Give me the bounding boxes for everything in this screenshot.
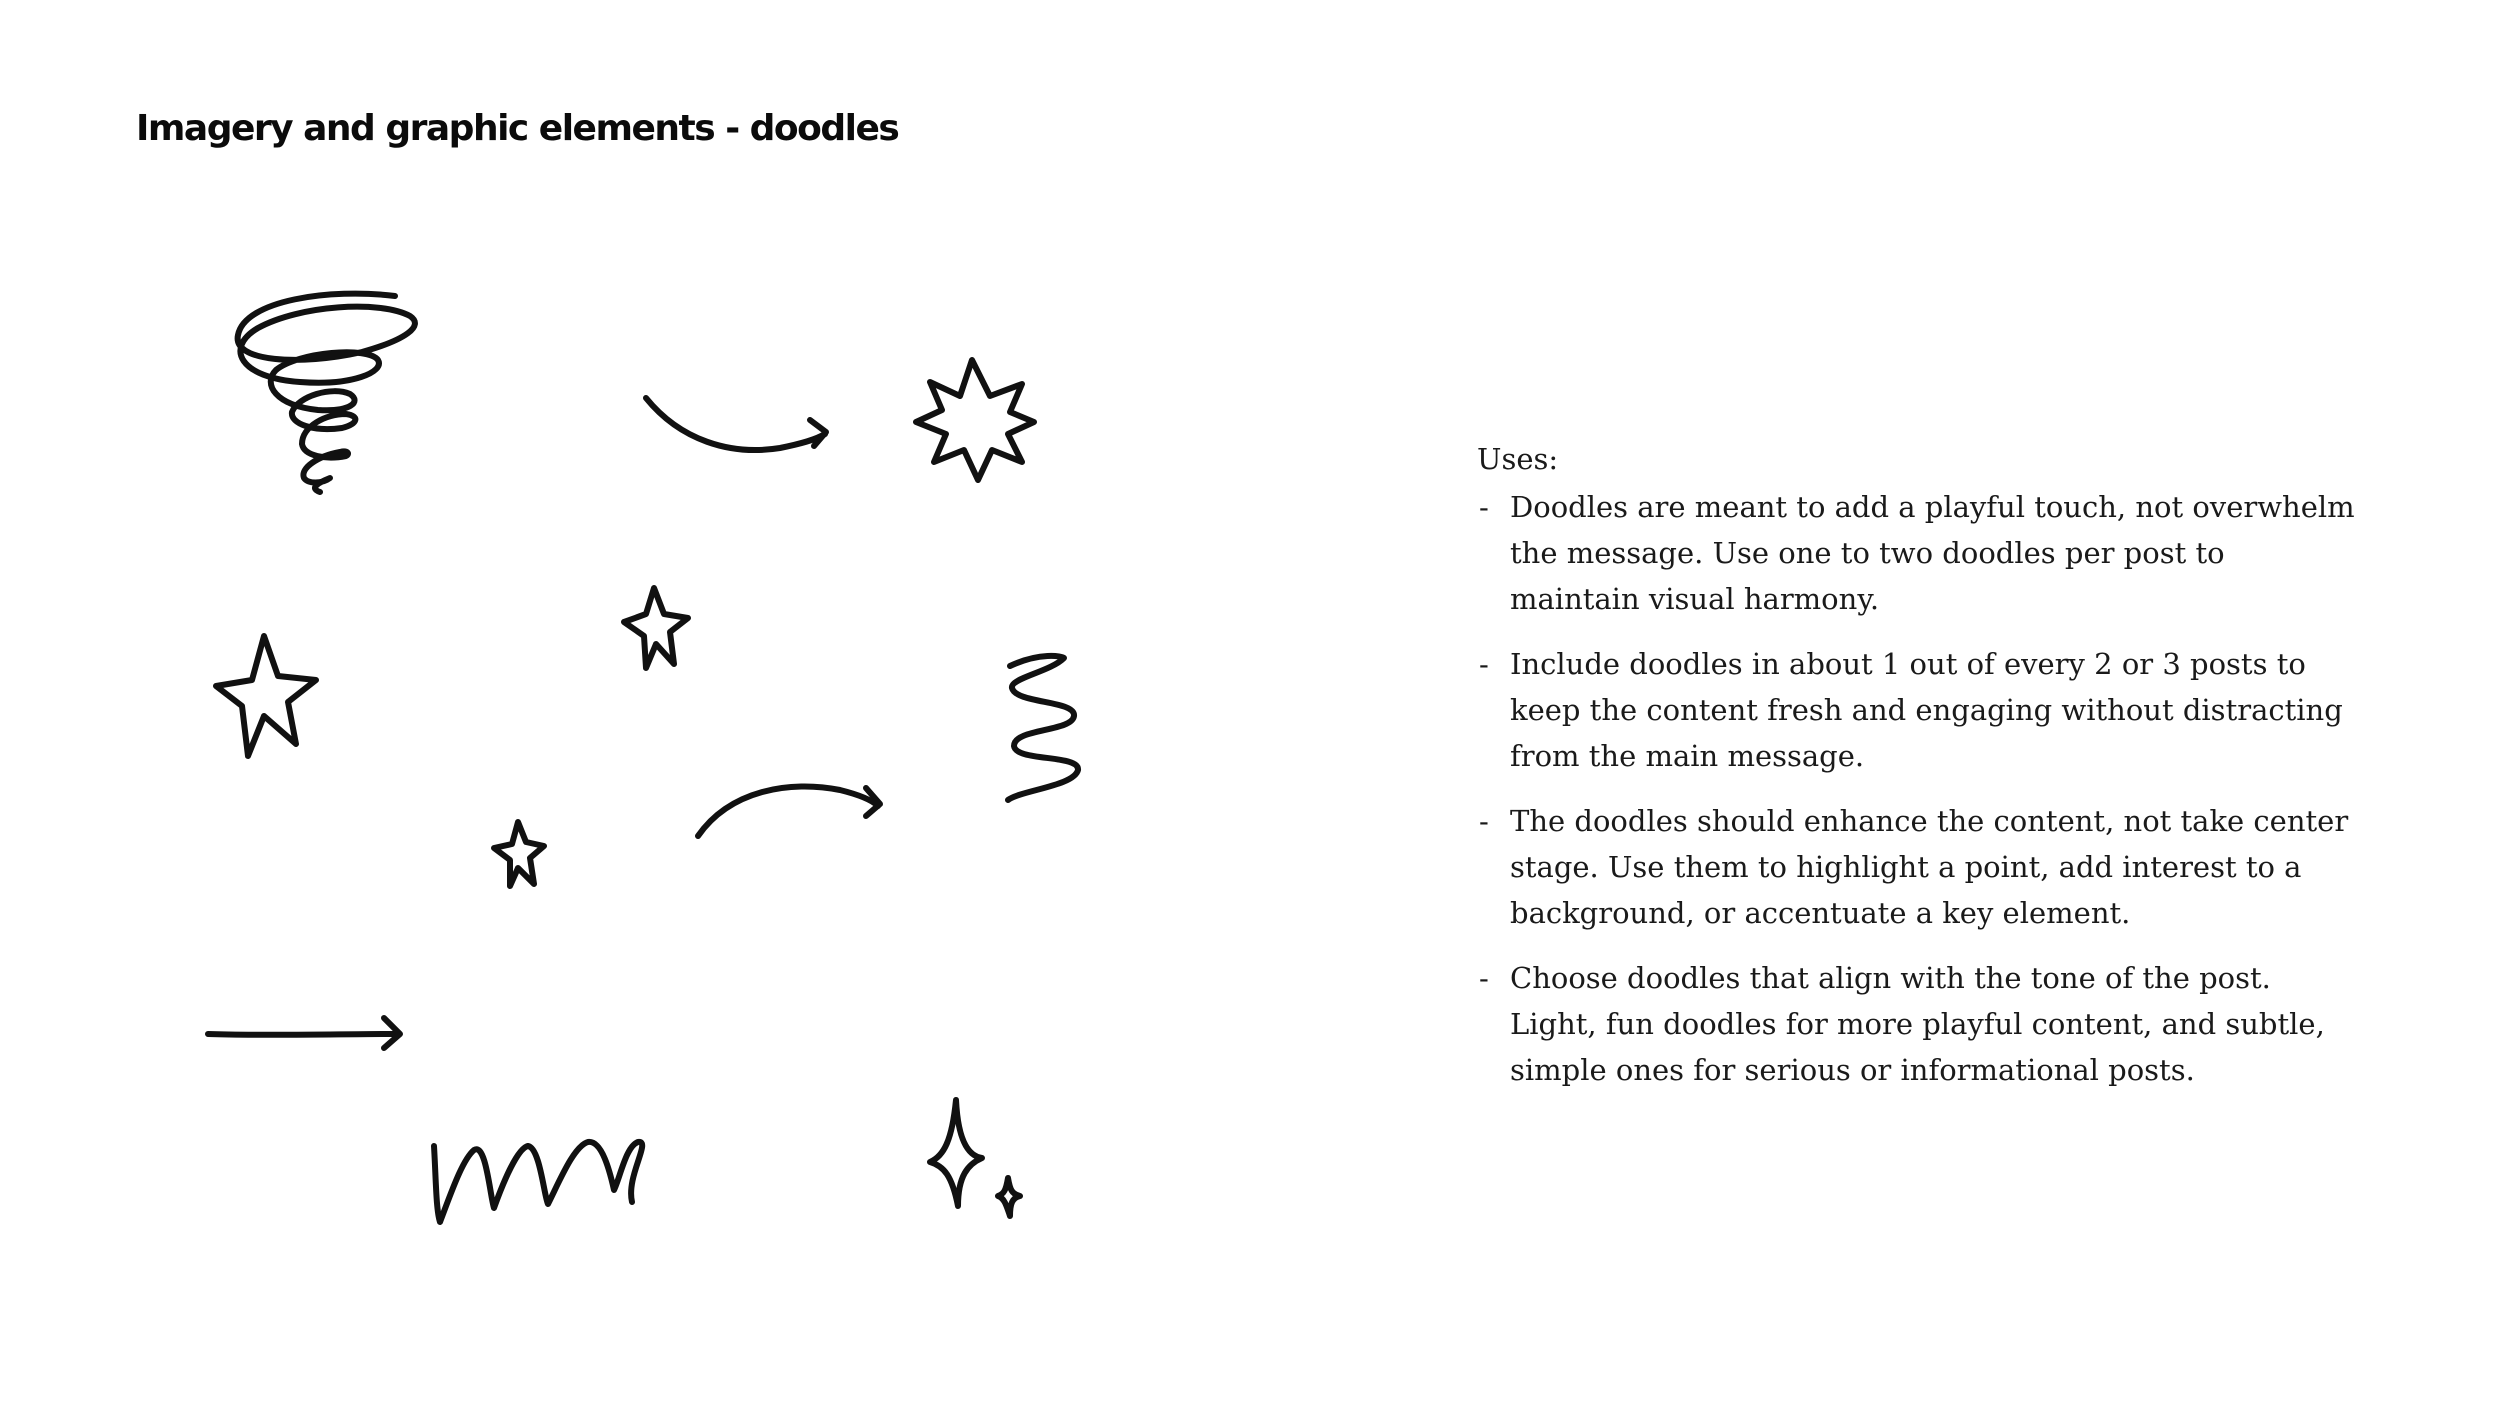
straight-arrow-doodle: [208, 1034, 398, 1035]
wave-doodle: [434, 1142, 642, 1222]
list-item: - Doodles are meant to add a playful touch, not overwhelm the message. Use one to two doodles per post to maintain visual harmony.: [1477, 484, 2357, 622]
sparkle-doodle: [998, 1178, 1020, 1216]
curved-arrow-doodle: [698, 786, 878, 836]
uses-label: Uses:: [1477, 442, 1559, 476]
doodle-gallery: [0, 0, 1200, 1406]
uses-section: [1477, 436, 2357, 1112]
curved-arrow-doodle: [646, 398, 825, 450]
star-doodle-large: [216, 636, 316, 756]
uses-list: [1477, 484, 2357, 1093]
star-doodle-small: [624, 588, 688, 668]
starburst-doodle: [916, 360, 1034, 480]
zigzag-doodle-vertical: [1008, 656, 1078, 800]
page-title: Imagery and graphic elements - doodles: [136, 108, 899, 149]
list-item: - Include doodles in about 1 out of every 2 or 3 posts to keep the content fresh and engaging without distracting from the main message.: [1477, 641, 2357, 779]
sparkle-doodle: [930, 1100, 982, 1206]
list-item: - Choose doodles that align with the tone of the post. Light, fun doodles for more playful content, and subtle, simple ones for serious or informational posts.: [1477, 955, 2357, 1093]
list-item: - The doodles should enhance the content, not take center stage. Use them to highlight a point, add interest to a background, or accentuate a key element.: [1477, 798, 2357, 936]
doodle-canvas: [0, 0, 1200, 1406]
spiral-doodle: [238, 294, 415, 492]
star-doodle-tiny: [494, 822, 544, 886]
